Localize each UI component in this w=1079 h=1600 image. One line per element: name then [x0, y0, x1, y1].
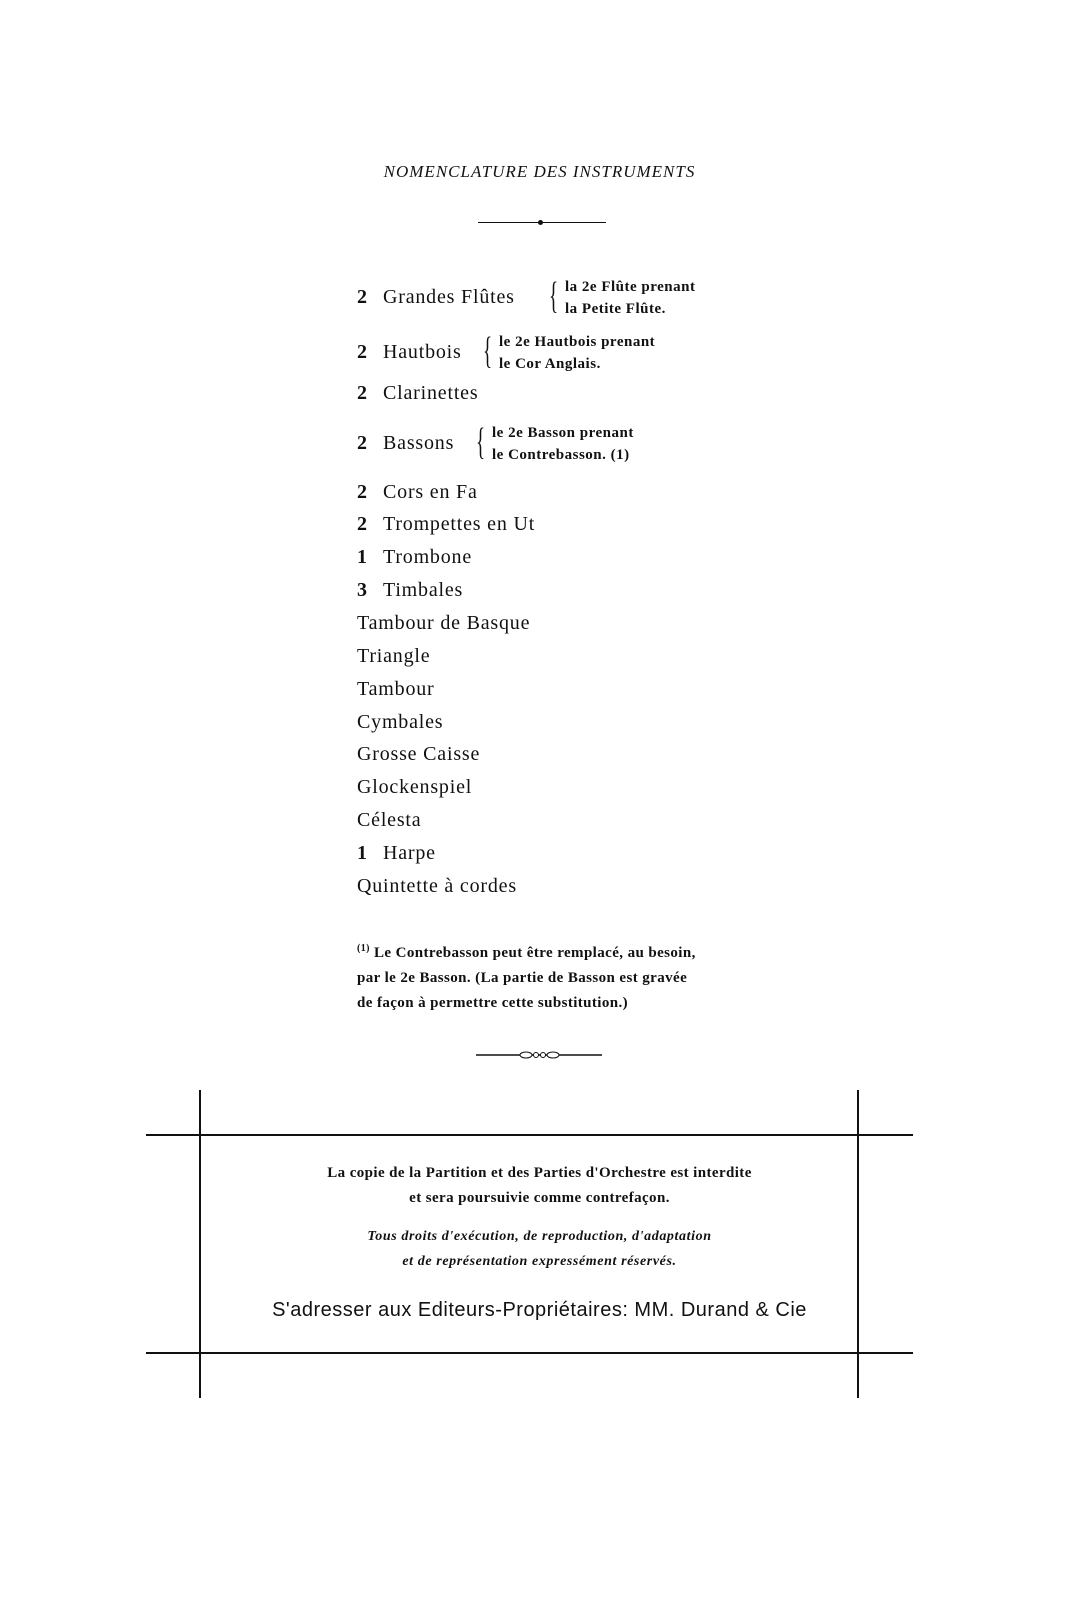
instrument-name: Bassons: [383, 432, 455, 454]
notice-frame-top: [146, 1134, 913, 1136]
footnote-line: Le Contrebasson peut être remplacé, au besoin,: [374, 945, 696, 961]
instrument-item: [357, 546, 472, 569]
instrument-name: Cymbales: [357, 711, 444, 733]
instrument-name: Timbales: [383, 579, 464, 601]
brace-icon: {: [476, 421, 486, 463]
instrument-note: [549, 275, 696, 320]
instrument-item: [357, 513, 535, 536]
instrument-count: 2: [357, 382, 368, 404]
note-line: la Petite Flûte.: [565, 301, 666, 317]
instrument-count: 3: [357, 579, 368, 601]
note-line: le 2e Basson prenant: [492, 425, 634, 441]
instrument-item: [357, 612, 530, 635]
instrument-item: [357, 842, 436, 865]
notice-frame-bottom: [146, 1352, 913, 1354]
instrument-item: [357, 286, 515, 309]
instrument-count: 2: [357, 432, 368, 454]
instrument-name: Glockenspiel: [357, 776, 473, 798]
instrument-item: [357, 678, 435, 701]
instrument-name: Quintette à cordes: [357, 875, 517, 897]
instrument-item: [357, 645, 430, 668]
divider-dot: [538, 220, 543, 225]
publisher-line: S'adresser aux Editeurs-Propriétaires: MM. Durand & Cie: [272, 1299, 807, 1321]
instrument-name: Tambour de Basque: [357, 612, 531, 634]
footnote: [357, 936, 696, 1016]
instrument-name: Trompettes en Ut: [383, 513, 536, 535]
instrument-note: [476, 421, 634, 466]
instrument-name: Harpe: [383, 842, 436, 864]
instrument-count: 1: [357, 546, 368, 568]
instrument-name: Clarinettes: [383, 382, 479, 404]
instrument-count: 2: [357, 481, 368, 503]
rights-line-2: et de représentation expressément réservés.: [402, 1254, 677, 1269]
rights-line-1: Tous droits d'exécution, de reproduction, d'adaptation: [367, 1229, 712, 1244]
instrument-item: [357, 382, 478, 405]
instrument-item: [357, 743, 480, 766]
instrument-count: 2: [357, 513, 368, 535]
notice-line-1: La copie de la Partition et des Parties d'Orchestre est interdite: [327, 1165, 752, 1181]
instrument-name: Trombone: [383, 546, 473, 568]
note-line: le Cor Anglais.: [499, 356, 601, 372]
instrument-name: Triangle: [357, 645, 431, 667]
instrument-name: Cors en Fa: [383, 481, 478, 503]
instrument-item: [357, 341, 462, 364]
instrument-name: Tambour: [357, 678, 435, 700]
note-line: le Contrebasson. (1): [492, 447, 630, 463]
instrument-note: [483, 330, 656, 375]
instrument-item: [357, 711, 443, 734]
ornament-divider: [476, 1048, 602, 1062]
instrument-item: [357, 579, 463, 602]
instrument-item: [357, 809, 421, 832]
instrument-item: [357, 432, 454, 455]
instrument-count: 2: [357, 286, 368, 308]
instrument-name: Grosse Caisse: [357, 743, 481, 765]
instrument-item: [357, 875, 517, 898]
instrument-item: [357, 776, 472, 799]
instrument-name: Hautbois: [383, 341, 462, 363]
notice-line-2: et sera poursuivie comme contrefaçon.: [409, 1190, 670, 1206]
footnote-line: par le 2e Basson. (La partie de Basson est gravée: [357, 970, 688, 986]
instrument-name: Grandes Flûtes: [383, 286, 515, 308]
note-line: le 2e Hautbois prenant: [499, 334, 656, 350]
footnote-marker: (1): [357, 943, 370, 954]
brace-icon: {: [483, 330, 493, 372]
instrument-count: 1: [357, 842, 368, 864]
page-title: NOMENCLATURE DES INSTRUMENTS: [383, 162, 696, 181]
brace-icon: {: [549, 275, 559, 317]
instrument-item: [357, 481, 478, 504]
instrument-name: Célesta: [357, 809, 422, 831]
footnote-line: de façon à permettre cette substitution.): [357, 995, 629, 1011]
instrument-count: 2: [357, 341, 368, 363]
note-line: la 2e Flûte prenant: [565, 279, 696, 295]
